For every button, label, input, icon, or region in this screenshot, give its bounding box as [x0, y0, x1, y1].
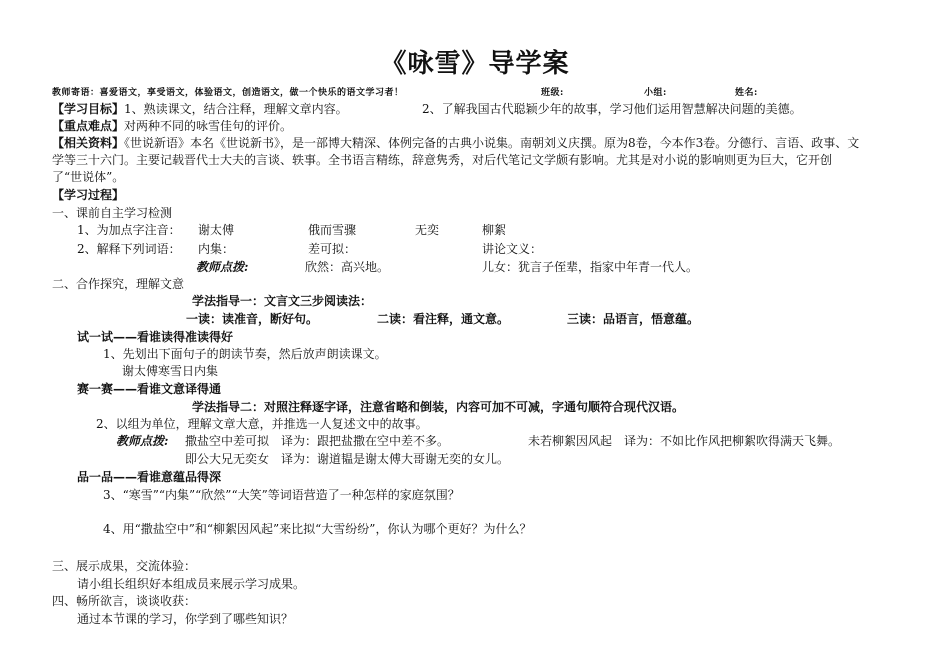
q1-label: 1、为加点字注音：	[77, 223, 181, 237]
q2-word-3: 讲论文义：	[482, 242, 543, 256]
teacher-tip-label-2: 教师点拨:	[116, 434, 169, 448]
q2-label: 2、解释下列词语：	[77, 242, 181, 256]
reading-step-3: 三读：品语言，悟意蕴。	[567, 312, 700, 326]
keypoints-text: 对两种不同的咏雪佳句的评价。	[124, 119, 293, 133]
materials-line-2: 学等三十六门。主要记载晋代士大夫的言谈、轶事。全书语言精练，辞意隽秀，对后代笔记文学颇有影响。尤其是对小说的影响则更为巨大，它开创	[52, 153, 833, 167]
reading-step-2: 二读：看注释，通文意。	[377, 312, 510, 326]
try-question-1: 1、先划出下面句子的朗读节奏，然后放声朗读课文。	[103, 347, 387, 361]
q1-word-1: 谢太傅	[198, 223, 235, 237]
group-label: 小组:	[644, 88, 667, 98]
goals-label: 【学习目标】	[52, 102, 125, 116]
compete-question-2: 2、以组为单位，理解文章大意，并推选一人复述文中的故事。	[96, 417, 428, 431]
tip-salt: 撒盐空中差可拟 译为：跟把盐撒在空中差不多。	[185, 434, 450, 448]
page-title: 《咏雪》导学案	[380, 49, 570, 79]
section-3-title: 三、展示成果，交流体验：	[52, 559, 197, 573]
compete-title: 赛一赛——看谁文意译得通	[77, 382, 222, 396]
try-title: 试一试——看谁读得准读得好	[77, 330, 234, 344]
goal-item-2: 2、了解我国古代聪颖少年的故事，学习他们运用智慧解决问题的美德。	[422, 102, 802, 116]
class-label: 班级:	[541, 88, 564, 98]
key-points	[52, 119, 292, 133]
process-label: 【学习过程】	[52, 188, 125, 202]
section-3-text: 请小组长组织好本组成员来展示学习成果。	[77, 577, 306, 591]
section-4-text: 通过本节课的学习，你学到了哪些知识？	[77, 612, 294, 626]
q1-word-2: 俄而雪骤	[308, 223, 357, 237]
teacher-motto: 教师寄语：喜爱语文，享受语文，体验语文，创造语文，做一个快乐的语文学习者！	[52, 88, 404, 98]
try-sentence: 谢太傅寒雪日内集	[122, 364, 219, 378]
learning-goals	[52, 102, 348, 116]
materials-line-3: 了“世说体”。	[52, 170, 125, 184]
taste-question-3: 3、“寒雪”“内集”“欣然”“大笑”等词语营造了一种怎样的家庭氛围？	[103, 488, 460, 502]
method-guide-2: 学法指导二：对照注释逐字译，注意省略和倒装，内容可加不可减，字通句顺符合现代汉语。	[192, 400, 685, 414]
materials-label: 【相关资料】	[52, 136, 125, 150]
tip-willow: 未若柳絮因风起 译为：不如比作风把柳絮吹得满天飞舞。	[528, 434, 841, 448]
q2-word-1: 内集：	[198, 242, 235, 256]
materials-line-1: 【相关资料】《世说新语》本名《世说新书》，是一部博大精深、体例完备的古典小说集。南朝刘义庆撰。原为8卷，今本作3卷。分德行、言语、政事、文	[52, 136, 860, 150]
q2-word-2: 差可拟：	[308, 242, 357, 256]
teacher-tip-label-1: 教师点拨:	[196, 260, 249, 274]
section-1-title: 一、课前自主学习检测	[52, 206, 173, 220]
tip-xinran: 欣然：高兴地。	[305, 260, 390, 274]
taste-question-4: 4、用“撒盐空中”和“柳絮因风起”来比拟“大雪纷纷”，你认为哪个更好？为什么？	[103, 522, 532, 536]
name-label: 姓名:	[735, 88, 758, 98]
reading-step-1: 一读：读准音，断好句。	[186, 312, 319, 326]
taste-title: 品一品——看谁意蕴品得深	[77, 470, 222, 484]
q1-word-4: 柳絮	[482, 223, 507, 237]
keypoints-label: 【重点难点】	[52, 119, 125, 133]
goal-item-1: 1、熟读课文，结合注释，理解文章内容。	[124, 102, 348, 116]
tip-ernv: 儿女：犹言子侄辈，指家中年青一代人。	[482, 260, 699, 274]
section-2-title: 二、合作探究，理解文意	[52, 277, 185, 291]
method-guide-1: 学法指导一：文言文三步阅读法：	[192, 294, 373, 308]
tip-wuyi: 即公大兄无奕女 译为：谢道韫是谢太傅大哥谢无奕的女儿。	[185, 452, 510, 466]
q1-word-3: 无奕	[415, 223, 440, 237]
section-4-title: 四、畅所欲言，谈谈收获：	[52, 594, 197, 608]
